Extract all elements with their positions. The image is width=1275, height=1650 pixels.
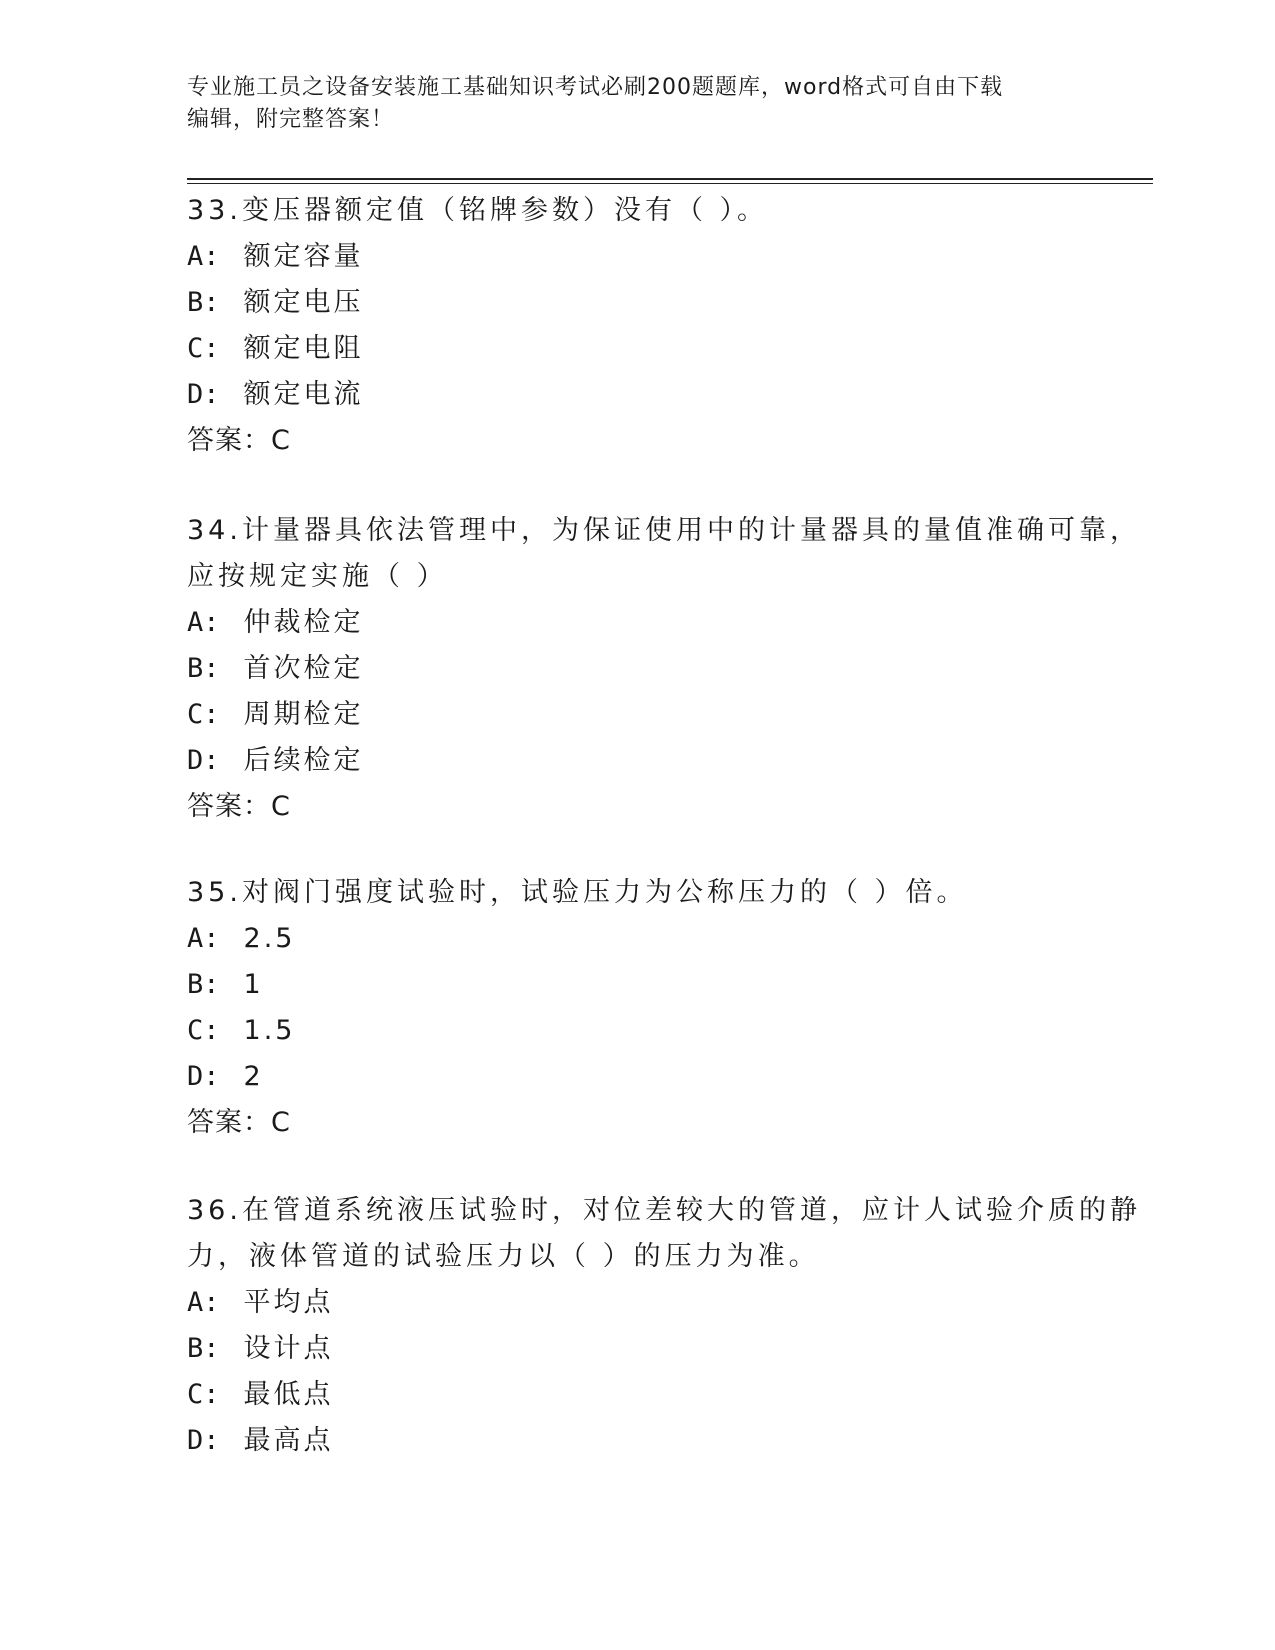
option-key: B: (187, 1333, 220, 1364)
option-a (187, 916, 1087, 962)
option-text: 最低点 (243, 1379, 334, 1410)
option-a (187, 1280, 1087, 1326)
option-key: C: (187, 1015, 220, 1046)
option-text: 额定电阻 (243, 333, 364, 364)
option-a (187, 600, 1087, 646)
option-key: A: (187, 607, 220, 638)
option-text: 2.5 (243, 923, 296, 954)
option-key: A: (187, 1287, 220, 1318)
question-stem: 35.对阀门强度试验时，试验压力为公称压力的（ ）倍。 (187, 877, 968, 908)
option-key: D: (187, 1061, 220, 1092)
option-key: D: (187, 1425, 220, 1456)
question-33 (187, 188, 1087, 464)
option-c (187, 692, 1087, 738)
option-text: 1 (243, 969, 264, 1000)
question-stem: 34.计量器具依法管理中，为保证使用中的计量器具的量值准确可靠， (187, 515, 1141, 546)
option-key: C: (187, 699, 220, 730)
question-stem-continued: 应按规定实施（ ） (187, 561, 448, 592)
option-d (187, 738, 1087, 784)
question-35 (187, 870, 1087, 1146)
option-c (187, 1372, 1087, 1418)
option-d (187, 1418, 1087, 1464)
option-key: A: (187, 241, 220, 272)
option-key: C: (187, 333, 220, 364)
option-key: D: (187, 745, 220, 776)
option-text: 后续检定 (243, 745, 364, 776)
document-header (187, 72, 1087, 136)
option-key: D: (187, 379, 220, 410)
question-stem-continued: 力，液体管道的试验压力以（ ）的压力为准。 (187, 1241, 820, 1272)
option-text: 额定电流 (243, 379, 364, 410)
question-36 (187, 1188, 1141, 1464)
header-divider-thin (187, 183, 1153, 184)
option-key: C: (187, 1379, 220, 1410)
header-line-2: 编辑，附完整答案！ (187, 107, 395, 132)
option-text: 平均点 (243, 1287, 334, 1318)
option-key: B: (187, 653, 220, 684)
question-34 (187, 508, 1141, 830)
option-d (187, 1054, 1087, 1100)
option-b (187, 280, 1087, 326)
option-text: 首次检定 (243, 653, 364, 684)
option-text: 周期检定 (243, 699, 364, 730)
option-text: 2 (243, 1061, 264, 1092)
option-text: 额定容量 (243, 241, 364, 272)
option-b (187, 962, 1087, 1008)
option-a (187, 234, 1087, 280)
answer-label: 答案：C (187, 425, 291, 456)
option-b (187, 646, 1087, 692)
question-stem: 36.在管道系统液压试验时，对位差较大的管道，应计人试验介质的静 (187, 1195, 1141, 1226)
option-text: 仲裁检定 (243, 607, 364, 638)
option-text: 1.5 (243, 1015, 296, 1046)
option-b (187, 1326, 1087, 1372)
option-c (187, 326, 1087, 372)
answer-label: 答案：C (187, 791, 291, 822)
option-text: 最高点 (243, 1425, 334, 1456)
option-key: A: (187, 923, 220, 954)
answer-label: 答案：C (187, 1107, 291, 1138)
header-divider (187, 178, 1153, 180)
option-key: B: (187, 287, 220, 318)
option-text: 设计点 (243, 1333, 334, 1364)
option-key: B: (187, 969, 220, 1000)
option-text: 额定电压 (243, 287, 364, 318)
question-stem: 33.变压器额定值（铭牌参数）没有（ ）。 (187, 195, 769, 226)
option-d (187, 372, 1087, 418)
option-c (187, 1008, 1087, 1054)
header-line-1: 专业施工员之设备安装施工基础知识考试必刷200题题库，word格式可自由下载 (187, 75, 1004, 100)
